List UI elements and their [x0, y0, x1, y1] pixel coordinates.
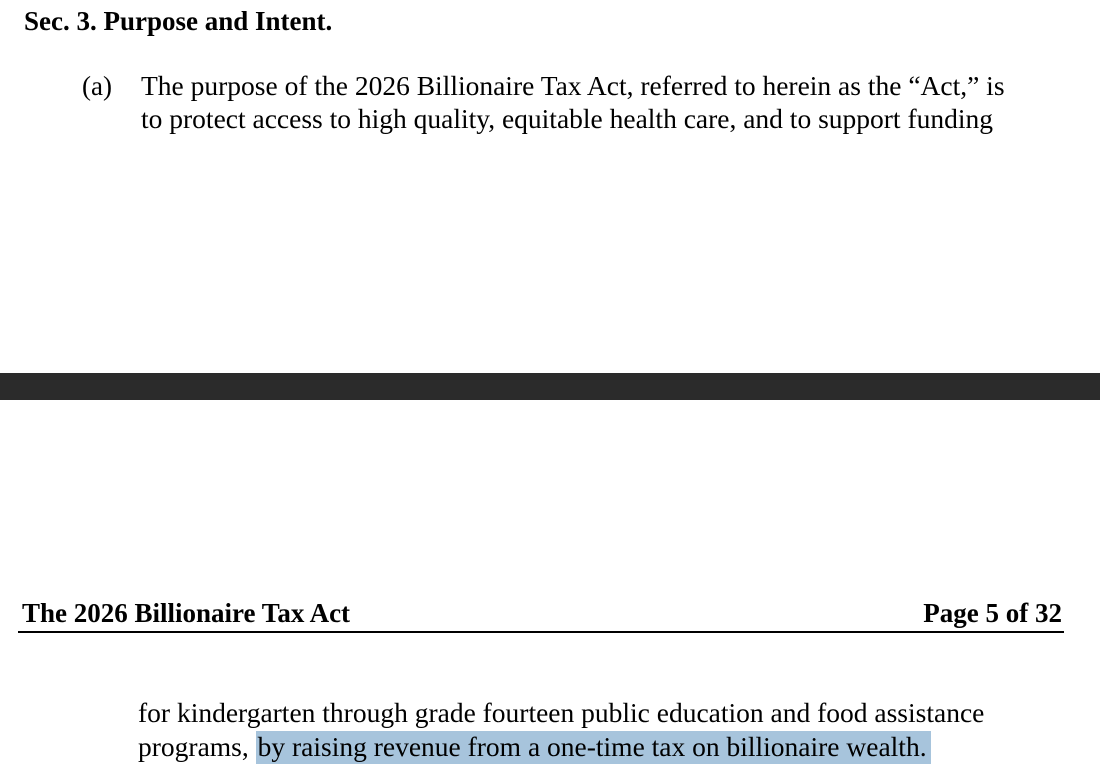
running-header-title: The 2026 Billionaire Tax Act: [22, 598, 351, 628]
page-top-section: [0, 0, 1100, 373]
page-break-divider: [0, 373, 1100, 400]
clause-marker: (a): [82, 71, 112, 101]
continuation-plain-text: programs,: [138, 731, 256, 762]
highlighted-text-selection[interactable]: by raising revenue from a one-time tax on billionaire wealth.: [256, 731, 931, 764]
page-number: Page 5 of 32: [923, 598, 1062, 628]
clause-text-line-2: to protect access to high quality, equitable health care, and to support funding: [141, 103, 993, 134]
continuation-text-line-2: [138, 731, 931, 763]
section-heading: Sec. 3. Purpose and Intent.: [24, 6, 333, 36]
header-rule: [18, 631, 1064, 633]
clause-text-line-1: The purpose of the 2026 Billionaire Tax Act, referred to herein as the “Act,” is: [141, 70, 1005, 101]
running-header: [18, 598, 1064, 636]
continuation-text-line-1: for kindergarten through grade fourteen public education and food assistance: [138, 697, 985, 728]
